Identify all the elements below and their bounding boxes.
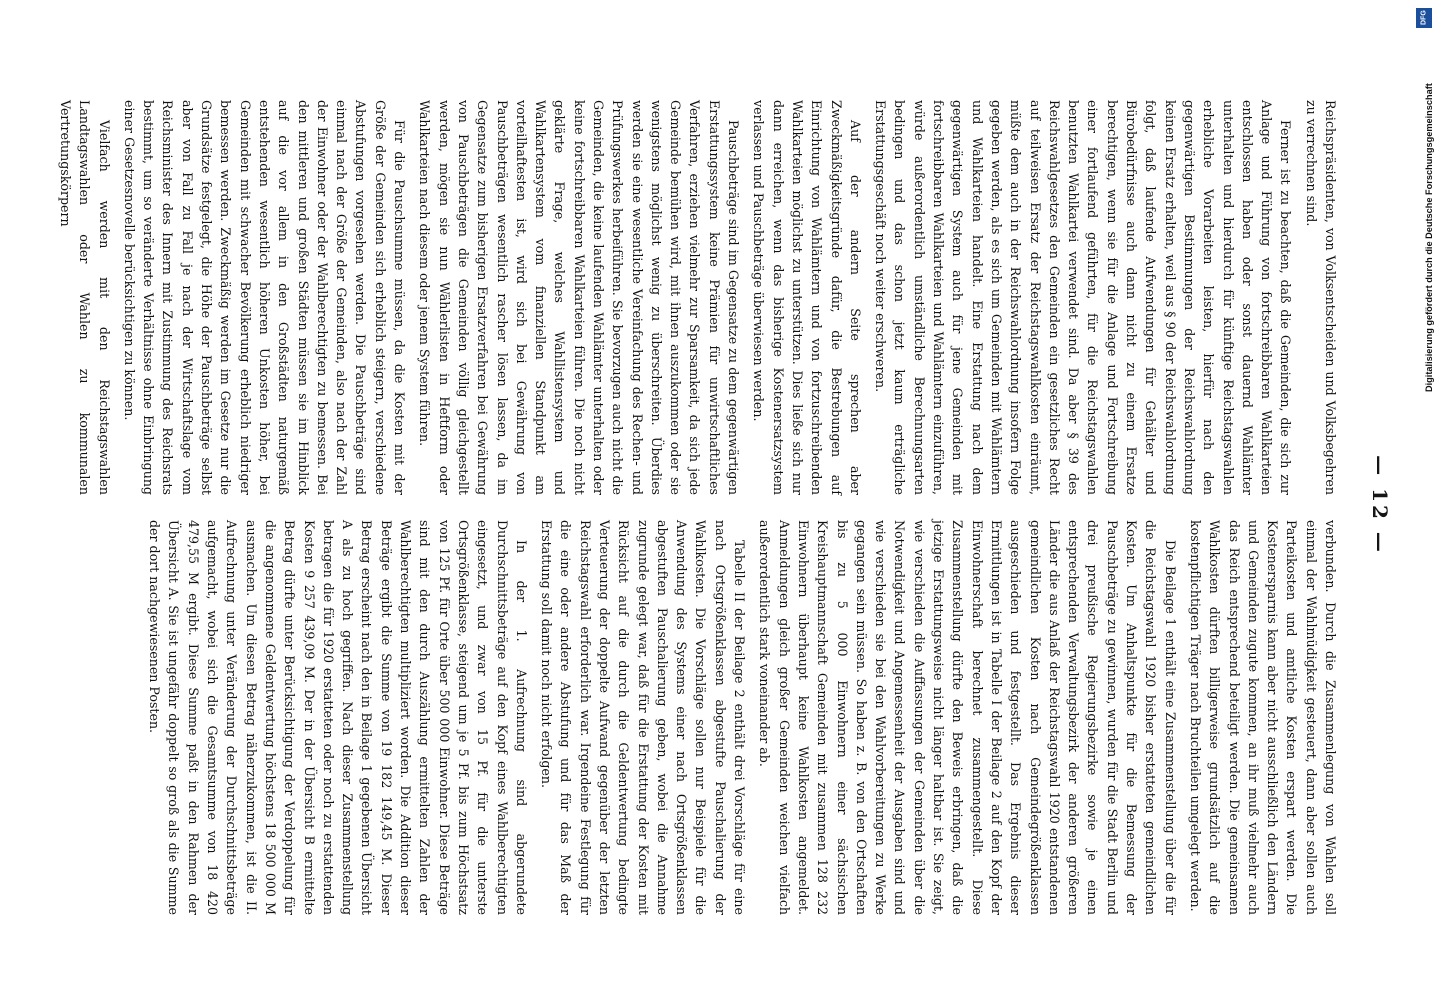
column-left <box>56 100 1340 495</box>
digitization-credit: Digitalisierung gefördert durch die Deutsche Forschungsgemeinschaft <box>1424 83 1434 392</box>
paragraph: Reichspräsidenten, von Volksentscheiden und Volksbegehren zu verrechnen sind. <box>1303 100 1338 495</box>
paragraph: Vielfach werden mit den Reichstagswahlen Landtagswahlen oder Wahlen zu kommunalen Vertretungskörpern <box>58 100 112 495</box>
page-number: — 12 — <box>1368 455 1392 555</box>
paragraph: Pauschbeträge sind im Gegensatze zu dem gegenwärtigen Erstattungssystem keine Prämien für unwirtschaftliches Verfahren, erziehen vielmehr zur Sparsamkeit, da sich jede Gemeinde bemühen wird, mit ihnen auszukommen oder sie wenigstens möglichst wenig zu überschreiten. Überdies werden sie eine wesentliche Vereinfachung des Rechen- und Prüfungswerkes herbeiführen. Sie bevorzugen auch nicht die Gemeinden, die keine laufenden Wahlämter unterhalten oder keine fortschreibbaren Wahlkarteien führen. Die noch nicht geklärte Frage, welches Wahllistensystem und Wahlkartensystem vom finanziellen Standpunkt am vorteilhaftesten ist, wird sich bei Gewährung von Pauschbeträgen wesentlich rascher lösen lassen, da im Gegensatze zum bisherigen Ersatzverfahren bei Gewährung von Pauschbeträgen die Gemeinden völlig gleichgestellt werden, mögen sie nun Wählerlisten in Heftform oder Wahlkarteien nach diesem oder jenem System führen. <box>417 100 742 495</box>
paragraph: Tabelle II der Beilage 2 enthält drei Vorschläge für eine nach Ortsgrößenklassen abgestufte Pauschalierung der Wahlkosten. Die Vorschläge sollen nur Beispiele für die Anwendung des Systems einer nach Ortsgrößenklassen abgestuften Pauschalierung geben, wobei die Annahme zugrunde gelegt war, daß für die Erstattung der Kosten mit Rücksicht auf die durch die Geldentwertung bedingte Verteuerung der doppelte Aufwand gegenüber der letzten Reichstagswahl erforderlich war. Irgendeine Festlegung für die eine oder andere Abstufung und für das Maß der Erstattung soll damit noch nicht erfolgen. <box>539 520 748 915</box>
paragraph: Auf der andern Seite sprechen aber Zweckmäßigkeitsgründe dafür, die Bestrebungen auf Einrichtung von Wahlämtern und von fortzuschreibenden Wahlkarteien möglichst zu unterstützen. Dies ließe sich nur dann erreichen, wenn das bisherige Kostenersatzsystem verlassen und Pauschbeträge überwiesen werden. <box>751 100 863 495</box>
rotated-page-content <box>58 90 1392 920</box>
paragraph: Für die Pauschsumme müssen, da die Kosten mit der Größe der Gemeinden sich erheblich steigern, verschiedene Abstufungen vorgesehen werden. Die Pauschbeträge sind einmal nach der Größe der Gemeinden, also nach der Zahl der Einwohner oder der Wahlberechtigten zu bemessen. Bei den mittleren und großen Städten müssen sie im Hinblick auf die vor allem in den Großstädten naturgemäß entstehenden wesentlich höheren Unkosten höher, bei Gemeinden mit schwacher Bevölkerung erheblich niedriger bemessen werden. Zweckmäßig werden im Gesetze nur die Grundsätze festgelegt, die Höhe der Pauschbeträge selbst aber von Fall zu Fall je nach der Wirtschaftslage vom Reichsminister des Innern mit Zustimmung des Reichsrats bestimmt, um so veränderte Verhältnisse ohne Einbringung einer Gesetzesnovelle berücksichtigen zu können. <box>121 100 408 495</box>
paragraph: Ferner ist zu beachten, daß die Gemeinden, die sich zur Anlage und Führung von fortschreibbaren Wahlkarteien entschlossen haben oder sonst dauernd Wahlämter unterhalten und hierdurch für künftige Reichstagswahlen erhebliche Vorarbeiten leisten, hierfür nach den gegenwärtigen Bestimmungen der Reichswahlordnung keinen Ersatz erhalten, weil aus § 90 der Reichswahlordnung folgt, daß laufende Aufwendungen für Gehälter und Bürobedürfnisse auch dann nicht zu einem Ersatze berechtigen, wenn sie für die Anlage und Fortschreibung einer fortlaufend geführten, für die Reichstagswahlen benutzten Wahlkartei verwendet sind. Da aber § 39 des Reichswahlgesetzes den Gemeinden ein gesetzliches Recht auf teilweisen Ersatz der Reichstagswahlkosten einräumt, müßte dem auch in der Reichswahlordnung insofern Folge gegeben werden, als es sich um Gemeinden mit Wahlämtern und Wahlkarteien handelt. Eine Erstattung nach dem gegenwärtigen System auch für jene Gemeinden mit fortschreibbaren Wahlkarteien und Wahlämtern einzuführen, würde außerordentlich umständliche Berechnungsarten bedingen und das schon jetzt kaum erträgliche Erstattungsgeschäft noch weiter erschweren. <box>873 100 1294 495</box>
paragraph: Die Beilage 1 enthält eine Zusammenstellung über die für die Reichstagswahl 1920 bisher erstatteten gemeindlichen Kosten. Um Anhaltspunkte für die Bemessung der Pauschbeträge zu gewinnen, wurden für die Stadt Berlin und drei preußische Regierungsbezirke sowie je einen entsprechenden Verwaltungsbezirk der anderen größeren Länder die aus Anlaß der Reichstagswahl 1920 entstandenen gemeindlichen Kosten nach Gemeindegrößenklassen ausgeschieden und festgestellt. Das Ergebnis dieser Ermittlungen ist in Tabelle I der Beilage 2 auf den Kopf der Einwohnerschaft berechnet zusammengestellt. Diese Zusammenstellung dürfte den Beweis erbringen, daß die jetzige Erstattungsweise nicht länger haltbar ist. Sie zeigt, wie verschieden die Auffassungen der Gemeinden über die Notwendigkeit und Angemessenheit der Ausgaben sind und wie verschieden sie bei den Wahlvorbereitungen zu Werke gegangen sein müssen. So haben z. B. von den Ortschaften bis zu 5 000 Einwohnern einer sächsischen Kreishauptmannschaft Gemeinden mit zusammen 128 232 Einwohnern überhaupt keine Wahlkosten angemeldet. Anmeldungen gleich großer Gemeinden weichen vielfach außerordentlich stark voneinander ab. <box>757 520 1178 915</box>
dfg-logo-icon: DFG <box>1416 8 1432 28</box>
paragraph: In der 1. Aufrechnung sind abgerundete Durchschnittsbeträge auf den Kopf eines Wahlberechtigten eingesetzt, und zwar von 15 Pf. für die unterste Ortsgrößenklasse, steigend um je 5 Pf. bis zum Höchstsatz von 125 Pf. für Orte über 500 000 Einwohner. Diese Beträge sind mit den durch Auszählung ermittelten Zahlen der Wahlberechtigten multipliziert worden. Die Addition dieser Beträge ergibt die Summe von 19 182 149,45 M. Dieser Betrag erscheint nach den in Beilage 1 gegebenen Übersicht A als zu hoch gegriffen. Nach dieser Zusammenstellung betragen die für 1920 erstatteten oder noch zu erstattenden Kosten 9 257 439,09 M. Der in der Übersicht B ermittelte Betrag dürfte unter Berücksichtigung der Verdoppelung für die angenommene Geldentwertung höchstens 18 500 000 M ausmachen. Um diesen Betrag näherzukommen, ist die II. Aufrechnung unter Veränderung der Durchschnittsbeträge aufgemacht, wobei sich die Gesamtsumme von 18 420 479,55 M ergibt. Diese Summe paßt in den Rahmen der Übersicht A. Sie ist ungefähr doppelt so groß als die Summe der dort nachgewiesenen Posten. <box>147 520 529 915</box>
column-right <box>145 520 1340 915</box>
paragraph: verbunden. Durch die Zusammenlegung von Wahlen soll einmal der Wahlmüdigkeit gesteuert, dann aber sollen auch Parteikosten und amtliche Kosten erspart werden. Die Kostenersparnis kann aber nicht ausschließlich den Ländern und Gemeinden zugute kommen, an ihr muß vielmehr auch das Reich entsprechend beteiligt werden. Die gemeinsamen Wahlkosten dürften billigerweise grundsätzlich auf die kostenpflichtigen Träger nach Bruchteilen umgelegt werden. <box>1187 520 1338 915</box>
